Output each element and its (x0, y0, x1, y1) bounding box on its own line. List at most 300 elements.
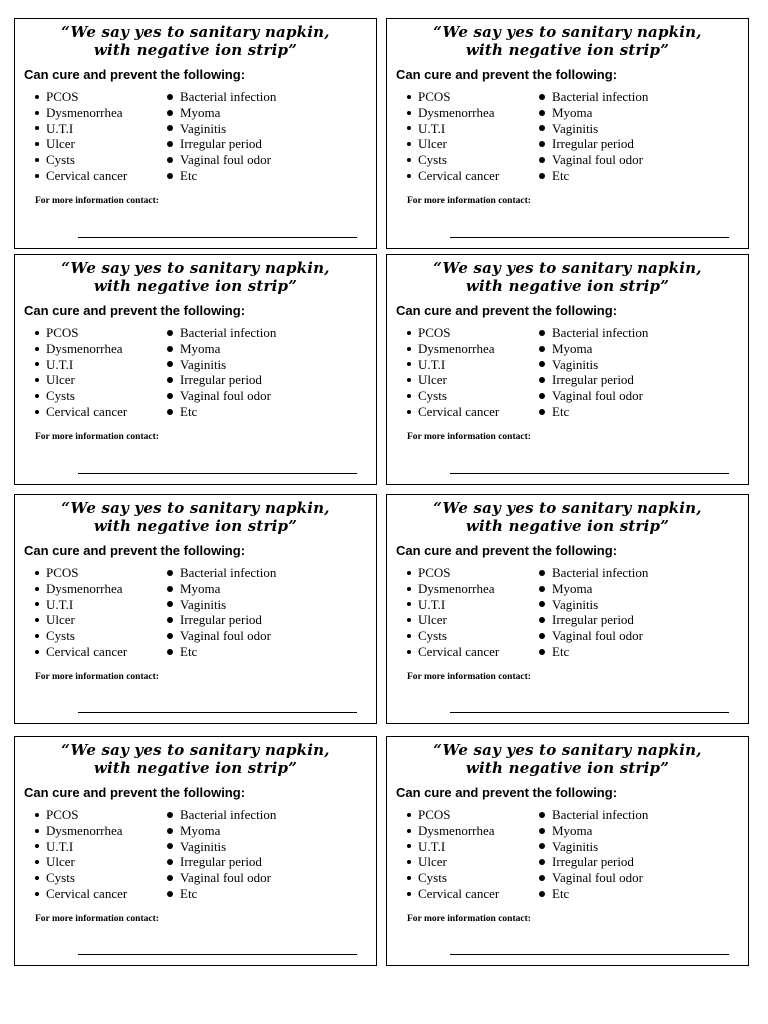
condition-item (407, 404, 499, 420)
condition-item (539, 565, 648, 581)
condition-label: Vaginitis (552, 838, 599, 854)
bullet-icon (35, 587, 39, 591)
condition-item (35, 325, 127, 341)
card-title-line-1: “We say yes to sanitary napkin, (433, 499, 702, 517)
conditions-lists (387, 325, 748, 421)
bullet-icon (167, 157, 173, 163)
card-heading: Can cure and prevent the following: (396, 543, 618, 558)
condition-item (167, 565, 276, 581)
card-title (387, 741, 748, 777)
condition-label: Vaginitis (180, 120, 227, 136)
bullet-icon (35, 829, 39, 833)
condition-label: Cysts (418, 870, 447, 886)
condition-item (539, 886, 648, 902)
bullet-icon (35, 602, 39, 606)
condition-label: Cysts (418, 152, 447, 168)
condition-label: Cysts (418, 628, 447, 644)
condition-item (407, 372, 499, 388)
card-title-line-1: “We say yes to sanitary napkin, (61, 741, 330, 759)
condition-label: Irregular period (552, 854, 634, 870)
contact-label: For more information contact: (407, 196, 531, 206)
bullet-icon (167, 393, 173, 399)
bullet-icon (167, 409, 173, 415)
condition-label: Myoma (180, 822, 221, 838)
condition-item (35, 854, 127, 870)
condition-label: Myoma (180, 340, 221, 356)
flyer-card (14, 18, 377, 249)
card-title (387, 499, 748, 535)
bullet-icon (167, 843, 173, 849)
condition-label: Vaginal foul odor (180, 870, 271, 886)
bullet-icon (35, 95, 39, 99)
bullet-icon (407, 634, 411, 638)
conditions-lists (15, 565, 376, 661)
bullet-icon (35, 876, 39, 880)
bullet-icon (35, 331, 39, 335)
card-title-line-2: with negative ion strip” (93, 759, 298, 777)
flyer-card (386, 736, 749, 966)
condition-item (35, 628, 127, 644)
condition-item (539, 628, 648, 644)
condition-label: U.T.I (46, 838, 74, 854)
condition-item (167, 152, 276, 168)
condition-label: U.T.I (418, 838, 446, 854)
bullet-icon (35, 142, 39, 146)
card-heading: Can cure and prevent the following: (396, 67, 618, 82)
condition-label: Bacterial infection (552, 325, 649, 340)
condition-item (539, 136, 648, 152)
condition-item (407, 105, 499, 121)
condition-label: Cysts (46, 870, 75, 886)
condition-item (35, 839, 127, 855)
condition-label: Cervical cancer (418, 167, 500, 183)
condition-item (35, 105, 127, 121)
bullet-icon (407, 378, 411, 382)
bullet-icon (407, 158, 411, 162)
condition-label: Etc (180, 885, 198, 901)
contact-label: For more information contact: (35, 672, 159, 682)
card-title (15, 23, 376, 59)
bullet-icon (539, 141, 545, 147)
bullet-icon (35, 813, 39, 817)
condition-item (407, 823, 499, 839)
flyer-card (14, 494, 377, 724)
condition-item (539, 372, 648, 388)
bullet-icon (35, 362, 39, 366)
bullet-icon (167, 141, 173, 147)
card-title-line-1: “We say yes to sanitary napkin, (61, 259, 330, 277)
condition-label: Cervical cancer (418, 403, 500, 419)
bullet-icon (407, 844, 411, 848)
condition-item (407, 136, 499, 152)
condition-label: Bacterial infection (180, 807, 277, 822)
condition-item (35, 357, 127, 373)
condition-item (35, 89, 127, 105)
card-title (387, 259, 748, 295)
bullet-icon (539, 346, 545, 352)
bullet-icon (407, 95, 411, 99)
condition-label: Irregular period (180, 854, 262, 870)
contact-blank-line (78, 954, 357, 955)
conditions-list-left (35, 325, 127, 420)
bullet-icon (167, 812, 173, 818)
condition-label: Ulcer (46, 854, 75, 870)
condition-item (35, 581, 127, 597)
condition-label: Dysmenorrhea (46, 340, 123, 356)
conditions-list-right (167, 807, 276, 902)
condition-label: Myoma (552, 580, 593, 596)
card-title-line-1: “We say yes to sanitary napkin, (61, 23, 330, 41)
condition-item (35, 404, 127, 420)
bullet-icon (167, 94, 173, 100)
bullet-icon (407, 876, 411, 880)
card-title-line-2: with negative ion strip” (465, 277, 670, 295)
condition-label: PCOS (418, 89, 451, 104)
bullet-icon (539, 891, 545, 897)
bullet-icon (407, 142, 411, 146)
conditions-lists (15, 807, 376, 903)
condition-label: Etc (552, 167, 570, 183)
bullet-icon (35, 394, 39, 398)
condition-item (167, 136, 276, 152)
bullet-icon (539, 330, 545, 336)
condition-label: Ulcer (418, 854, 447, 870)
conditions-list-left (407, 325, 499, 420)
condition-label: PCOS (418, 565, 451, 580)
condition-label: Cervical cancer (46, 885, 128, 901)
condition-item (167, 325, 276, 341)
condition-item (167, 628, 276, 644)
condition-label: Etc (552, 643, 570, 659)
bullet-icon (35, 618, 39, 622)
condition-item (35, 388, 127, 404)
condition-label: Etc (180, 403, 198, 419)
condition-item (407, 870, 499, 886)
bullet-icon (539, 649, 545, 655)
condition-item (167, 341, 276, 357)
condition-label: Irregular period (552, 612, 634, 628)
bullet-icon (35, 892, 39, 896)
condition-label: Vaginitis (180, 356, 227, 372)
bullet-icon (167, 828, 173, 834)
bullet-icon (539, 586, 545, 592)
bullet-icon (407, 410, 411, 414)
bullet-icon (167, 601, 173, 607)
condition-item (35, 612, 127, 628)
condition-label: Myoma (180, 580, 221, 596)
card-title-line-2: with negative ion strip” (465, 517, 670, 535)
card-heading: Can cure and prevent the following: (396, 303, 618, 318)
bullet-icon (539, 377, 545, 383)
condition-item (407, 854, 499, 870)
condition-item (539, 121, 648, 137)
bullet-icon (167, 586, 173, 592)
conditions-lists (387, 89, 748, 185)
condition-item (539, 152, 648, 168)
bullet-icon (539, 94, 545, 100)
condition-item (167, 357, 276, 373)
card-title (387, 23, 748, 59)
condition-item (35, 341, 127, 357)
bullet-icon (167, 125, 173, 131)
condition-label: Ulcer (418, 612, 447, 628)
condition-label: Ulcer (46, 136, 75, 152)
flyer-card (14, 736, 377, 966)
condition-item (407, 89, 499, 105)
condition-label: Bacterial infection (552, 565, 649, 580)
condition-label: Cysts (46, 628, 75, 644)
card-title-line-1: “We say yes to sanitary napkin, (433, 741, 702, 759)
condition-label: Vaginal foul odor (180, 388, 271, 404)
bullet-icon (35, 378, 39, 382)
bullet-icon (167, 330, 173, 336)
condition-item (407, 325, 499, 341)
condition-label: Bacterial infection (180, 325, 277, 340)
condition-item (35, 823, 127, 839)
bullet-icon (539, 843, 545, 849)
condition-label: Etc (180, 643, 198, 659)
condition-label: Bacterial infection (552, 807, 649, 822)
bullet-icon (407, 394, 411, 398)
bullet-icon (407, 860, 411, 864)
condition-item (539, 105, 648, 121)
conditions-list-left (407, 807, 499, 902)
bullet-icon (407, 587, 411, 591)
bullet-icon (35, 634, 39, 638)
contact-blank-line (450, 237, 729, 238)
bullet-icon (35, 111, 39, 115)
condition-label: Dysmenorrhea (46, 104, 123, 120)
flyer-card (386, 254, 749, 485)
condition-label: U.T.I (418, 120, 446, 136)
condition-item (539, 823, 648, 839)
condition-label: Irregular period (180, 612, 262, 628)
bullet-icon (35, 158, 39, 162)
condition-item (35, 372, 127, 388)
bullet-icon (539, 633, 545, 639)
condition-label: Vaginitis (552, 356, 599, 372)
bullet-icon (407, 111, 411, 115)
conditions-list-right (539, 807, 648, 902)
condition-label: Myoma (552, 104, 593, 120)
contact-blank-line (450, 473, 729, 474)
condition-label: U.T.I (46, 120, 74, 136)
conditions-list-right (539, 565, 648, 660)
condition-item (539, 388, 648, 404)
condition-item (167, 823, 276, 839)
condition-label: Cysts (46, 388, 75, 404)
conditions-list-right (167, 89, 276, 184)
condition-label: Vaginitis (180, 596, 227, 612)
bullet-icon (539, 875, 545, 881)
contact-label: For more information contact: (407, 432, 531, 442)
condition-label: Bacterial infection (180, 565, 277, 580)
condition-label: Cervical cancer (46, 643, 128, 659)
contact-blank-line (78, 473, 357, 474)
condition-item (167, 839, 276, 855)
condition-label: Ulcer (46, 372, 75, 388)
conditions-lists (15, 89, 376, 185)
condition-label: Irregular period (180, 136, 262, 152)
condition-item (539, 89, 648, 105)
condition-item (539, 404, 648, 420)
contact-label: For more information contact: (35, 914, 159, 924)
condition-label: Ulcer (418, 136, 447, 152)
card-title (15, 259, 376, 295)
bullet-icon (539, 812, 545, 818)
bullet-icon (539, 409, 545, 415)
condition-item (407, 341, 499, 357)
bullet-icon (407, 347, 411, 351)
card-title-line-2: with negative ion strip” (465, 759, 670, 777)
condition-label: PCOS (418, 807, 451, 822)
condition-item (167, 168, 276, 184)
condition-label: Cervical cancer (46, 403, 128, 419)
condition-label: Vaginitis (552, 120, 599, 136)
contact-label: For more information contact: (35, 196, 159, 206)
bullet-icon (35, 860, 39, 864)
condition-item (407, 168, 499, 184)
contact-blank-line (78, 237, 357, 238)
condition-item (167, 854, 276, 870)
card-title (15, 499, 376, 535)
condition-item (167, 105, 276, 121)
bullet-icon (167, 377, 173, 383)
card-title-line-2: with negative ion strip” (465, 41, 670, 59)
contact-label: For more information contact: (407, 672, 531, 682)
card-title (15, 741, 376, 777)
card-title-line-2: with negative ion strip” (93, 517, 298, 535)
condition-label: Etc (552, 403, 570, 419)
condition-label: Irregular period (180, 372, 262, 388)
bullet-icon (407, 331, 411, 335)
condition-label: Cervical cancer (418, 643, 500, 659)
condition-item (407, 152, 499, 168)
conditions-lists (15, 325, 376, 421)
bullet-icon (407, 813, 411, 817)
condition-item (167, 121, 276, 137)
conditions-list-left (407, 89, 499, 184)
condition-label: Etc (552, 885, 570, 901)
condition-label: Vaginitis (552, 596, 599, 612)
condition-label: Vaginitis (180, 838, 227, 854)
condition-item (407, 644, 499, 660)
conditions-list-right (539, 89, 648, 184)
condition-item (407, 388, 499, 404)
bullet-icon (35, 844, 39, 848)
condition-label: Vaginal foul odor (180, 152, 271, 168)
condition-label: Vaginal foul odor (552, 628, 643, 644)
condition-item (539, 854, 648, 870)
condition-item (167, 404, 276, 420)
condition-label: PCOS (46, 325, 79, 340)
condition-item (407, 121, 499, 137)
condition-label: Dysmenorrhea (418, 580, 495, 596)
card-title-line-2: with negative ion strip” (93, 277, 298, 295)
condition-label: Myoma (552, 340, 593, 356)
condition-label: Ulcer (418, 372, 447, 388)
condition-label: Dysmenorrhea (418, 104, 495, 120)
bullet-icon (167, 875, 173, 881)
conditions-lists (387, 807, 748, 903)
condition-item (35, 152, 127, 168)
condition-item (539, 597, 648, 613)
condition-item (407, 612, 499, 628)
condition-item (167, 89, 276, 105)
condition-label: Dysmenorrhea (46, 580, 123, 596)
contact-label: For more information contact: (407, 914, 531, 924)
condition-item (539, 168, 648, 184)
condition-label: Myoma (180, 104, 221, 120)
condition-item (35, 870, 127, 886)
bullet-icon (167, 617, 173, 623)
contact-blank-line (450, 954, 729, 955)
condition-label: Vaginal foul odor (552, 152, 643, 168)
bullet-icon (539, 361, 545, 367)
bullet-icon (167, 891, 173, 897)
bullet-icon (407, 618, 411, 622)
bullet-icon (35, 571, 39, 575)
condition-item (407, 807, 499, 823)
condition-label: PCOS (418, 325, 451, 340)
condition-label: Ulcer (46, 612, 75, 628)
bullet-icon (407, 602, 411, 606)
bullet-icon (407, 174, 411, 178)
condition-item (539, 612, 648, 628)
condition-label: Dysmenorrhea (418, 822, 495, 838)
bullet-icon (407, 571, 411, 575)
conditions-list-right (539, 325, 648, 420)
condition-item (167, 372, 276, 388)
bullet-icon (35, 126, 39, 130)
card-heading: Can cure and prevent the following: (24, 543, 246, 558)
condition-label: Irregular period (552, 136, 634, 152)
bullet-icon (167, 649, 173, 655)
bullet-icon (167, 173, 173, 179)
condition-label: U.T.I (418, 356, 446, 372)
condition-label: Vaginal foul odor (552, 388, 643, 404)
condition-item (167, 807, 276, 823)
condition-item (35, 136, 127, 152)
condition-label: Cysts (46, 152, 75, 168)
condition-item (539, 870, 648, 886)
condition-label: PCOS (46, 89, 79, 104)
condition-label: Bacterial infection (180, 89, 277, 104)
condition-item (407, 581, 499, 597)
flyer-card (386, 494, 749, 724)
condition-label: Etc (180, 167, 198, 183)
conditions-list-left (35, 807, 127, 902)
condition-item (407, 565, 499, 581)
condition-item (539, 644, 648, 660)
conditions-list-left (407, 565, 499, 660)
bullet-icon (35, 650, 39, 654)
condition-item (539, 807, 648, 823)
condition-label: PCOS (46, 807, 79, 822)
card-heading: Can cure and prevent the following: (24, 785, 246, 800)
condition-label: Dysmenorrhea (418, 340, 495, 356)
bullet-icon (539, 173, 545, 179)
condition-item (35, 886, 127, 902)
condition-item (35, 168, 127, 184)
bullet-icon (407, 650, 411, 654)
condition-label: Cervical cancer (46, 167, 128, 183)
bullet-icon (35, 410, 39, 414)
condition-item (539, 581, 648, 597)
card-title-line-1: “We say yes to sanitary napkin, (433, 23, 702, 41)
condition-label: Bacterial infection (552, 89, 649, 104)
condition-item (407, 839, 499, 855)
